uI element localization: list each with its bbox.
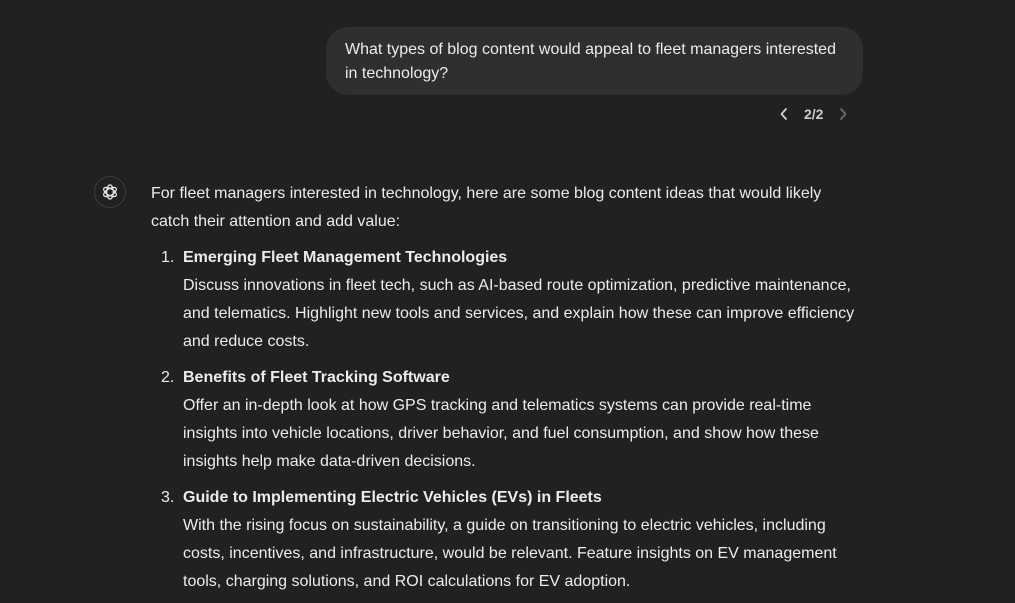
user-message-text: What types of blog content would appeal to fleet managers interested in technology? — [345, 41, 836, 82]
list-item-title: Guide to Implementing Electric Vehicles (EVs) in Fleets — [183, 489, 602, 506]
idea-list — [151, 244, 861, 596]
list-item — [151, 244, 861, 356]
list-item — [151, 364, 861, 476]
list-item-body: Discuss innovations in fleet tech, such as AI-based route optimization, predictive maintenance, and telematics. Highlight new tools and services, and explain how these can improve efficiency and reduce costs. — [183, 277, 855, 350]
list-item-number: 3. — [161, 489, 175, 506]
chevron-left-icon — [779, 107, 789, 121]
response-intro: For fleet managers interested in technology, here are some blog content ideas that would likely catch their attention and add value: — [151, 185, 822, 230]
user-message-bubble — [326, 27, 863, 95]
list-item-number: 1. — [161, 249, 175, 266]
list-item — [151, 484, 861, 596]
list-item-body: Offer an in-depth look at how GPS tracking and telematics systems can provide real-time insights into vehicle locations, driver behavior, and fuel consumption, and show how these insights help make data-driven decisions. — [183, 397, 819, 470]
chevron-right-icon — [838, 107, 848, 121]
chatgpt-logo-icon — [100, 182, 120, 202]
response-variant-nav — [774, 102, 853, 126]
assistant-avatar — [94, 176, 126, 208]
next-variant-button[interactable] — [833, 102, 853, 126]
variant-counter: 2/2 — [804, 106, 824, 122]
list-item-number: 2. — [161, 369, 175, 386]
previous-variant-button[interactable] — [774, 102, 794, 126]
list-item-body: With the rising focus on sustainability, a guide on transitioning to electric vehicles, including costs, incentives, and infrastructure, would be relevant. Feature insights on EV management tools, charging solutions, and ROI calculations for EV adoption. — [183, 517, 837, 590]
list-item-title: Benefits of Fleet Tracking Software — [183, 369, 450, 386]
list-item-title: Emerging Fleet Management Technologies — [183, 249, 508, 266]
assistant-response — [151, 180, 861, 603]
